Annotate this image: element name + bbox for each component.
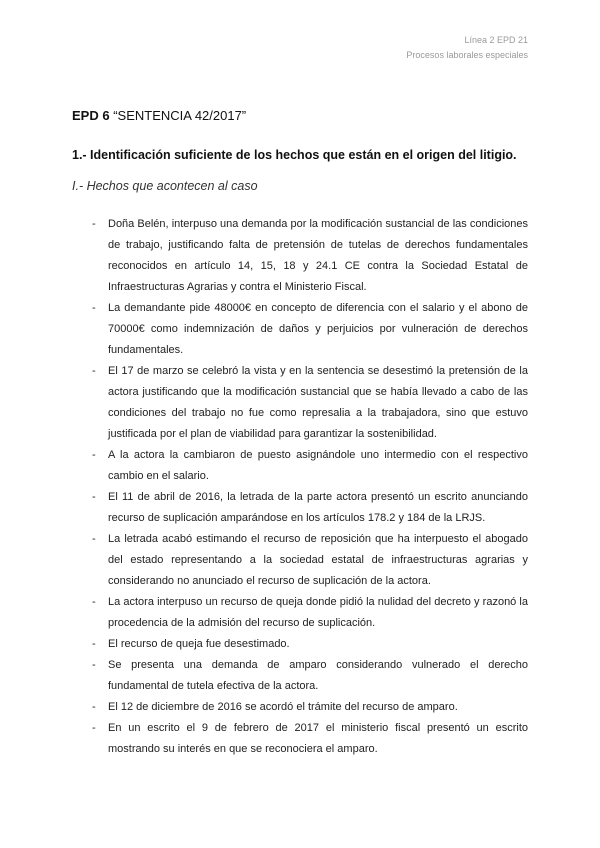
list-item: [92, 529, 528, 592]
dash-bullet-icon: -: [92, 722, 96, 734]
list-item: [92, 697, 528, 718]
list-item: [92, 655, 528, 697]
document-title: [72, 107, 246, 125]
list-item: [92, 487, 528, 529]
list-item: [92, 592, 528, 634]
list-item-text: La letrada acabó estimando el recurso de reposición que ha interpuesto el abogado del estado representando a la sociedad estatal de infraestructuras agrarias y considerando no anunciado el recurso de suplicación de la actora.: [108, 533, 528, 587]
dash-bullet-icon: -: [92, 638, 96, 650]
document-title-name: “SENTENCIA 42/2017”: [109, 108, 247, 123]
list-item: [92, 718, 528, 760]
section-heading: 1.- Identificación suficiente de los hechos que están en el origen del litigio.: [72, 148, 517, 162]
dash-bullet-icon: -: [92, 596, 96, 608]
list-item: [92, 298, 528, 361]
facts-list: [92, 214, 528, 760]
list-item-text: El 12 de diciembre de 2016 se acordó el trámite del recurso de amparo.: [108, 701, 458, 713]
list-item-text: En un escrito el 9 de febrero de 2017 el ministerio fiscal presentó un escrito mostrando su interés en que se reconociera el amparo.: [108, 722, 528, 755]
dash-bullet-icon: -: [92, 701, 96, 713]
list-item-text: A la actora la cambiaron de puesto asignándole uno intermedio con el respectivo cambio en el salario.: [108, 449, 528, 482]
list-item: [92, 214, 528, 298]
header-line-2: Procesos laborales especiales: [406, 50, 528, 60]
document-title-code: EPD 6: [72, 108, 110, 123]
dash-bullet-icon: -: [92, 302, 96, 314]
list-item-text: El 11 de abril de 2016, la letrada de la parte actora presentó un escrito anunciando recurso de suplicación amparándose en los artículos 178.2 y 184 de la LRJS.: [108, 491, 528, 524]
list-item: [92, 361, 528, 445]
page-header: [406, 33, 528, 63]
list-item-text: El 17 de marzo se celebró la vista y en la sentencia se desestimó la pretensión de la actora justificando que la modificación sustancial que se había llevado a cabo de las condiciones del trabajo no fue como represalia a la trabajadora, sino que estuvo justificada por el plan de viabilidad para garantizar la sostenibilidad.: [108, 365, 528, 440]
dash-bullet-icon: -: [92, 491, 96, 503]
subsection-heading: I.- Hechos que acontecen al caso: [72, 179, 258, 193]
list-item-text: El recurso de queja fue desestimado.: [108, 638, 290, 650]
list-item-text: Se presenta una demanda de amparo considerando vulnerado el derecho fundamental de tutela efectiva de la actora.: [108, 659, 528, 692]
list-item-text: La actora interpuso un recurso de queja donde pidió la nulidad del decreto y razonó la procedencia de la admisión del recurso de suplicación.: [108, 596, 528, 629]
header-line-1: Línea 2 EPD 21: [464, 35, 528, 45]
list-item: [92, 445, 528, 487]
dash-bullet-icon: -: [92, 449, 96, 461]
list-item-text: La demandante pide 48000€ en concepto de diferencia con el salario y el abono de 70000€ como indemnización de daños y perjuicios por vulneración de derechos fundamentales.: [108, 302, 528, 356]
list-item-text: Doña Belén, interpuso una demanda por la modificación sustancial de las condiciones de trabajo, justificando falta de pretensión de tutelas de derechos fundamentales reconocidos en artículo 14, 15, 18 y 24.1 CE contra la Sociedad Estatal de Infraestructuras Agrarias y contra el Ministerio Fiscal.: [108, 218, 528, 293]
dash-bullet-icon: -: [92, 365, 96, 377]
dash-bullet-icon: -: [92, 533, 96, 545]
dash-bullet-icon: -: [92, 659, 96, 671]
dash-bullet-icon: -: [92, 218, 96, 230]
list-item: [92, 634, 528, 655]
